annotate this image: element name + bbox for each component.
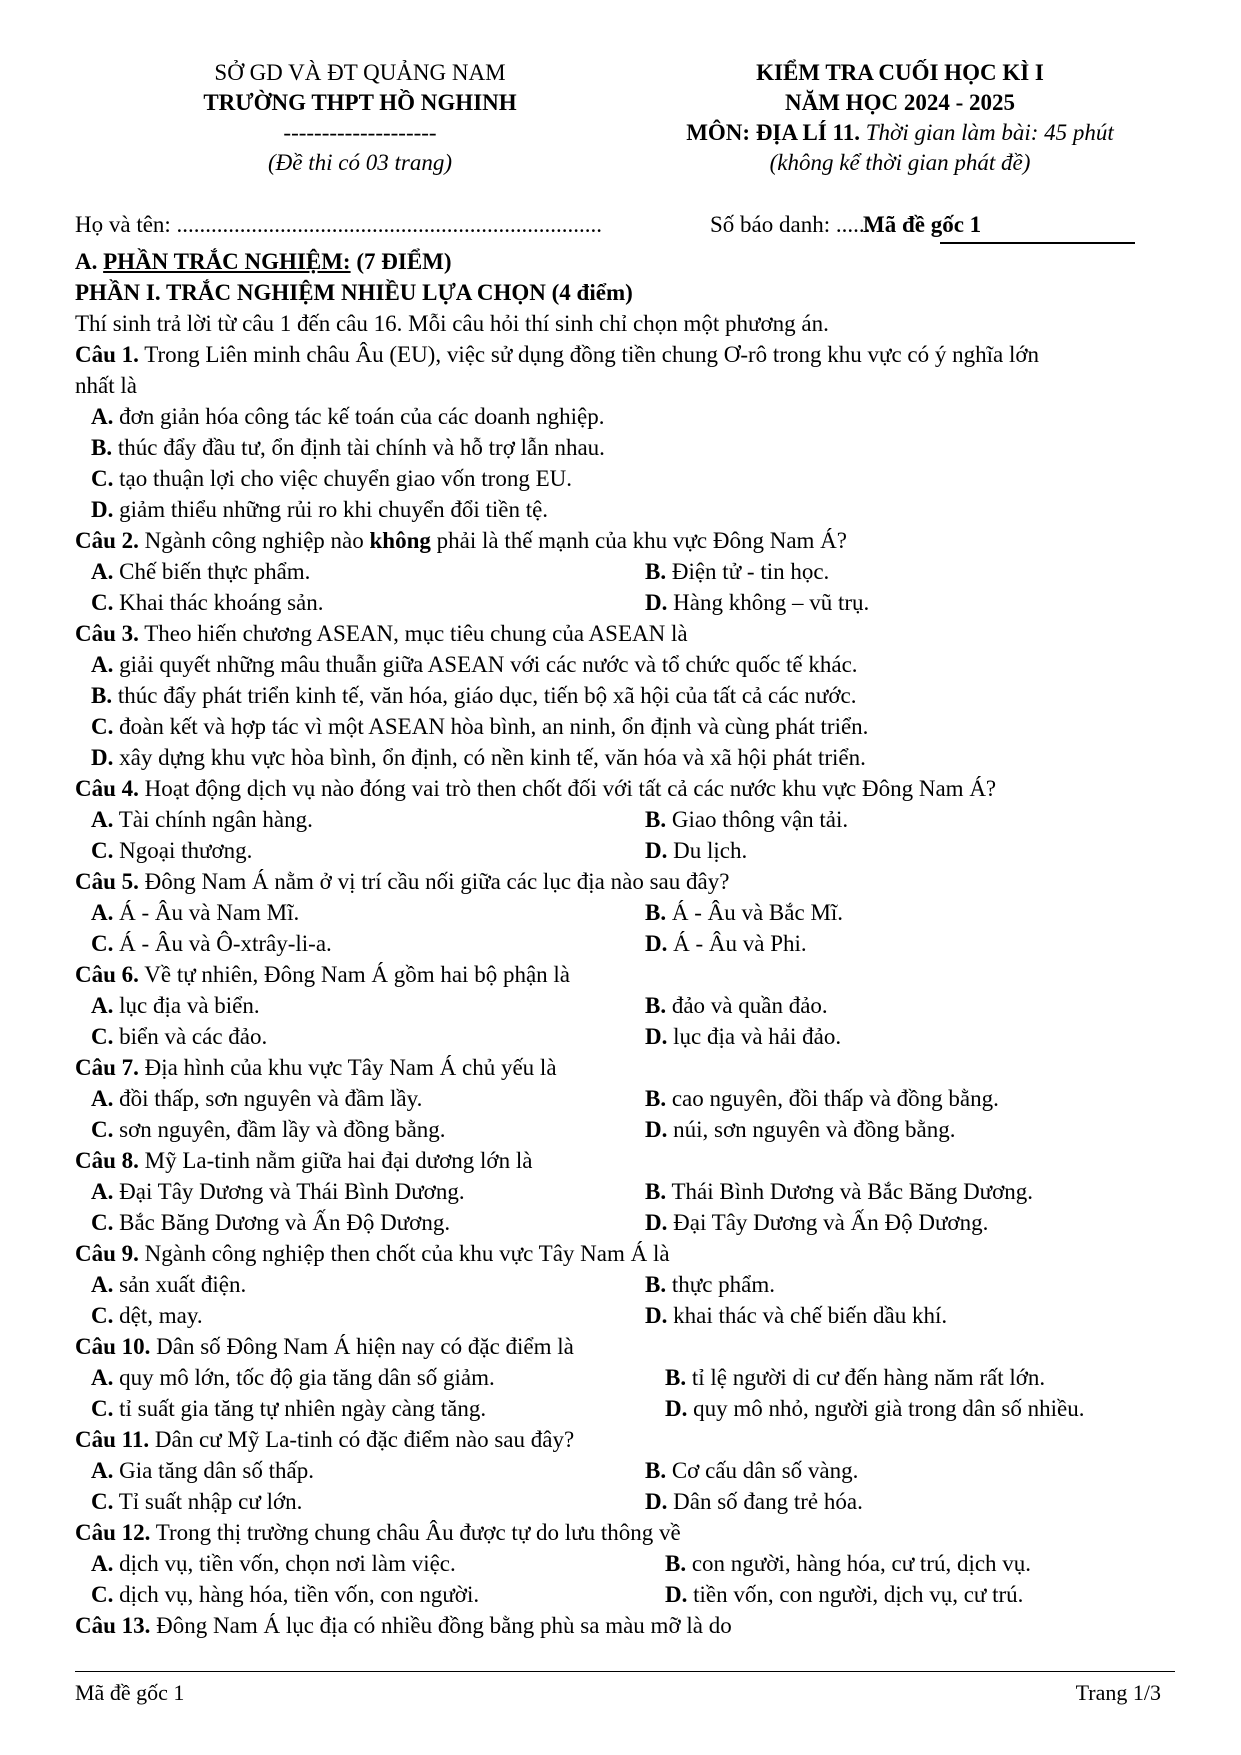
q8-options-ab bbox=[75, 1176, 1175, 1207]
q6-option-c[interactable]: C. biển và các đảo. bbox=[91, 1024, 268, 1049]
q8-options-cd bbox=[75, 1207, 1175, 1238]
q5-option-b[interactable]: B. Á - Âu và Bắc Mĩ. bbox=[645, 900, 844, 925]
question-4: Câu 4. Hoạt động dịch vụ nào đóng vai trò then chốt đối với tất cả các nước khu vực Đông Nam Á? bbox=[75, 776, 997, 801]
q4-option-a[interactable]: A. Tài chính ngân hàng. bbox=[91, 807, 313, 832]
q1-option-d[interactable]: D. giảm thiểu những rủi ro khi chuyển đổi tiền tệ. bbox=[91, 497, 549, 522]
q11-option-c[interactable]: C. Tỉ suất nhập cư lớn. bbox=[91, 1489, 303, 1514]
exam-body bbox=[75, 246, 1175, 1641]
question-5: Câu 5. Đông Nam Á nằm ở vị trí cầu nối giữa các lục địa nào sau đây? bbox=[75, 869, 730, 894]
q1-option-a[interactable]: A. đơn giản hóa công tác kế toán của các doanh nghiệp. bbox=[91, 404, 605, 429]
question-10: Câu 10. Dân số Đông Nam Á hiện nay có đặc điểm là bbox=[75, 1334, 574, 1359]
q2-option-a[interactable]: A. Chế biến thực phẩm. bbox=[91, 559, 311, 584]
q11-option-a[interactable]: A. Gia tăng dân số thấp. bbox=[91, 1458, 314, 1483]
section-a-title: A. PHẦN TRẮC NGHIỆM: (7 ĐIỂM) bbox=[75, 249, 452, 274]
footer-page-number: Trang 1/3 bbox=[1075, 1680, 1161, 1705]
q2-options-ab bbox=[75, 556, 1175, 587]
candidate-number-field[interactable]: Số báo danh: ....... bbox=[710, 212, 877, 237]
q11-options-cd bbox=[75, 1486, 1175, 1517]
q2-option-b[interactable]: B. Điện tử - tin học. bbox=[645, 559, 830, 584]
q8-option-d[interactable]: D. Đại Tây Dương và Ấn Độ Dương. bbox=[645, 1210, 989, 1235]
q9-option-a[interactable]: A. sản xuất điện. bbox=[91, 1272, 247, 1297]
section-a-points: (7 ĐIỂM) bbox=[356, 249, 452, 274]
question-9: Câu 9. Ngành công nghiệp then chốt của khu vực Tây Nam Á là bbox=[75, 1241, 670, 1266]
q7-option-c[interactable]: C. sơn nguyên, đầm lầy và đồng bằng. bbox=[91, 1117, 446, 1142]
q11-option-b[interactable]: B. Cơ cấu dân số vàng. bbox=[645, 1458, 859, 1483]
question-1: Câu 1. Trong Liên minh châu Âu (EU), việc sử dụng đồng tiền chung Ơ-rô trong khu vực có ý nghĩa lớn bbox=[75, 342, 1040, 367]
q12-option-b[interactable]: B. con người, hàng hóa, cư trú, dịch vụ. bbox=[665, 1551, 1032, 1576]
footer-divider bbox=[75, 1671, 1175, 1672]
part-1-title: PHẦN I. TRẮC NGHIỆM NHIỀU LỰA CHỌN (4 điểm) bbox=[75, 280, 633, 305]
question-1-cont: nhất là bbox=[75, 373, 137, 398]
q9-option-c[interactable]: C. dệt, may. bbox=[91, 1303, 203, 1328]
q9-options-cd bbox=[75, 1300, 1175, 1331]
q8-option-c[interactable]: C. Bắc Băng Dương và Ấn Độ Dương. bbox=[91, 1210, 451, 1235]
q10-option-b[interactable]: B. tỉ lệ người di cư đến hàng năm rất lớn. bbox=[665, 1365, 1046, 1390]
q8-option-a[interactable]: A. Đại Tây Dương và Thái Bình Dương. bbox=[91, 1179, 465, 1204]
q4-option-d[interactable]: D. Du lịch. bbox=[645, 838, 748, 863]
q1-option-b[interactable]: B. thúc đẩy đầu tư, ổn định tài chính và hỗ trợ lẫn nhau. bbox=[91, 435, 605, 460]
time-note: (không kể thời gian phát đề) bbox=[769, 150, 1031, 175]
q11-options-ab bbox=[75, 1455, 1175, 1486]
school-year: NĂM HỌC 2024 - 2025 bbox=[785, 90, 1015, 115]
q10-options-ab bbox=[75, 1362, 1175, 1393]
q6-option-b[interactable]: B. đảo và quần đảo. bbox=[645, 993, 828, 1018]
q3-option-a[interactable]: A. giải quyết những mâu thuẫn giữa ASEAN với các nước và tổ chức quốc tế khác. bbox=[91, 652, 858, 677]
q6-options-ab bbox=[75, 990, 1175, 1021]
question-2: Câu 2. Ngành công nghiệp nào không phải là thế mạnh của khu vực Đông Nam Á? bbox=[75, 528, 847, 553]
q3-option-b[interactable]: B. thúc đẩy phát triển kinh tế, văn hóa, giáo dục, tiến bộ xã hội của tất cả các nước. bbox=[91, 683, 857, 708]
department-name: SỞ GD VÀ ĐT QUẢNG NAM bbox=[214, 60, 506, 85]
page-count-note: (Đề thi có 03 trang) bbox=[268, 150, 452, 175]
q11-option-d[interactable]: D. Dân số đang trẻ hóa. bbox=[645, 1489, 863, 1514]
q9-options-ab bbox=[75, 1269, 1175, 1300]
q5-option-c[interactable]: C. Á - Âu và Ô-xtrây-li-a. bbox=[91, 931, 332, 956]
q7-options-ab bbox=[75, 1083, 1175, 1114]
q2-options-cd bbox=[75, 587, 1175, 618]
section-a-label: PHẦN TRẮC NGHIỆM: bbox=[103, 249, 351, 274]
subject: MÔN: ĐỊA LÍ 11. bbox=[686, 120, 860, 145]
question-13: Câu 13. Đông Nam Á lục địa có nhiều đồng bằng phù sa màu mỡ là do bbox=[75, 1613, 732, 1638]
school-name: TRƯỜNG THPT HỒ NGHINH bbox=[203, 90, 517, 115]
q12-options-cd bbox=[75, 1579, 1175, 1610]
question-11: Câu 11. Dân cư Mỹ La-tinh có đặc điểm nào sau đây? bbox=[75, 1427, 575, 1452]
exam-title: KIỂM TRA CUỐI HỌC KÌ I bbox=[756, 60, 1044, 85]
header-right bbox=[620, 58, 1180, 178]
question-8: Câu 8. Mỹ La-tinh nằm giữa hai đại dương lớn là bbox=[75, 1148, 533, 1173]
q8-option-b[interactable]: B. Thái Bình Dương và Bắc Băng Dương. bbox=[645, 1179, 1034, 1204]
q12-option-d[interactable]: D. tiền vốn, con người, dịch vụ, cư trú. bbox=[665, 1582, 1024, 1607]
q6-options-cd bbox=[75, 1021, 1175, 1052]
q10-option-a[interactable]: A. quy mô lớn, tốc độ gia tăng dân số giảm. bbox=[91, 1365, 495, 1390]
q4-options-ab bbox=[75, 804, 1175, 835]
q10-options-cd bbox=[75, 1393, 1175, 1424]
q7-options-cd bbox=[75, 1114, 1175, 1145]
footer-exam-code: Mã đề gốc 1 bbox=[75, 1680, 185, 1705]
q6-option-a[interactable]: A. lục địa và biển. bbox=[91, 993, 260, 1018]
time-limit: Thời gian làm bài: 45 phút bbox=[865, 120, 1114, 145]
q3-option-c[interactable]: C. đoàn kết và hợp tác vì một ASEAN hòa bình, an ninh, ổn định và cùng phát triển. bbox=[91, 714, 869, 739]
q9-option-d[interactable]: D. khai thác và chế biến dầu khí. bbox=[645, 1303, 948, 1328]
exam-code: Mã đề gốc 1 bbox=[863, 212, 982, 237]
q10-option-d[interactable]: D. quy mô nhỏ, người già trong dân số nhiều. bbox=[665, 1396, 1085, 1421]
question-7: Câu 7. Địa hình của khu vực Tây Nam Á chủ yếu là bbox=[75, 1055, 557, 1080]
q12-option-a[interactable]: A. dịch vụ, tiền vốn, chọn nơi làm việc. bbox=[91, 1551, 456, 1576]
q4-option-b[interactable]: B. Giao thông vận tải. bbox=[645, 807, 849, 832]
question-6: Câu 6. Về tự nhiên, Đông Nam Á gồm hai bộ phận là bbox=[75, 962, 570, 987]
question-3: Câu 3. Theo hiến chương ASEAN, mục tiêu chung của ASEAN là bbox=[75, 621, 688, 646]
q6-option-d[interactable]: D. lục địa và hải đảo. bbox=[645, 1024, 842, 1049]
exam-code-underline bbox=[940, 242, 1135, 244]
q5-options-ab bbox=[75, 897, 1175, 928]
q4-option-c[interactable]: C. Ngoại thương. bbox=[91, 838, 253, 863]
q5-options-cd bbox=[75, 928, 1175, 959]
student-name-field[interactable]: Họ và tên: .......................................................................... bbox=[75, 212, 603, 237]
q7-option-a[interactable]: A. đồi thấp, sơn nguyên và đầm lầy. bbox=[91, 1086, 423, 1111]
header-divider: -------------------- bbox=[283, 120, 437, 145]
q5-option-a[interactable]: A. Á - Âu và Nam Mĩ. bbox=[91, 900, 300, 925]
q2-option-d[interactable]: D. Hàng không – vũ trụ. bbox=[645, 590, 870, 615]
question-12: Câu 12. Trong thị trường chung châu Âu được tự do lưu thông về bbox=[75, 1520, 681, 1545]
part-1-instruction: Thí sinh trả lời từ câu 1 đến câu 16. Mỗi câu hỏi thí sinh chỉ chọn một phương án. bbox=[75, 311, 829, 336]
q4-options-cd bbox=[75, 835, 1175, 866]
header-left bbox=[160, 58, 560, 178]
q1-option-c[interactable]: C. tạo thuận lợi cho việc chuyển giao vốn trong EU. bbox=[91, 466, 573, 491]
q12-option-c[interactable]: C. dịch vụ, hàng hóa, tiền vốn, con người. bbox=[91, 1582, 480, 1607]
q2-option-c[interactable]: C. Khai thác khoáng sản. bbox=[91, 590, 324, 615]
q3-option-d[interactable]: D. xây dựng khu vực hòa bình, ổn định, có nền kinh tế, văn hóa và xã hội phát triển. bbox=[91, 745, 866, 770]
q5-option-d[interactable]: D. Á - Âu và Phi. bbox=[645, 931, 807, 956]
q12-options-ab bbox=[75, 1548, 1175, 1579]
subject-line bbox=[620, 118, 1180, 148]
q9-option-b[interactable]: B. thực phẩm. bbox=[645, 1272, 776, 1297]
q10-option-c[interactable]: C. tỉ suất gia tăng tự nhiên ngày càng tăng. bbox=[91, 1396, 487, 1421]
q7-option-d[interactable]: D. núi, sơn nguyên và đồng bằng. bbox=[645, 1117, 956, 1142]
q7-option-b[interactable]: B. cao nguyên, đồi thấp và đồng bằng. bbox=[645, 1086, 999, 1111]
